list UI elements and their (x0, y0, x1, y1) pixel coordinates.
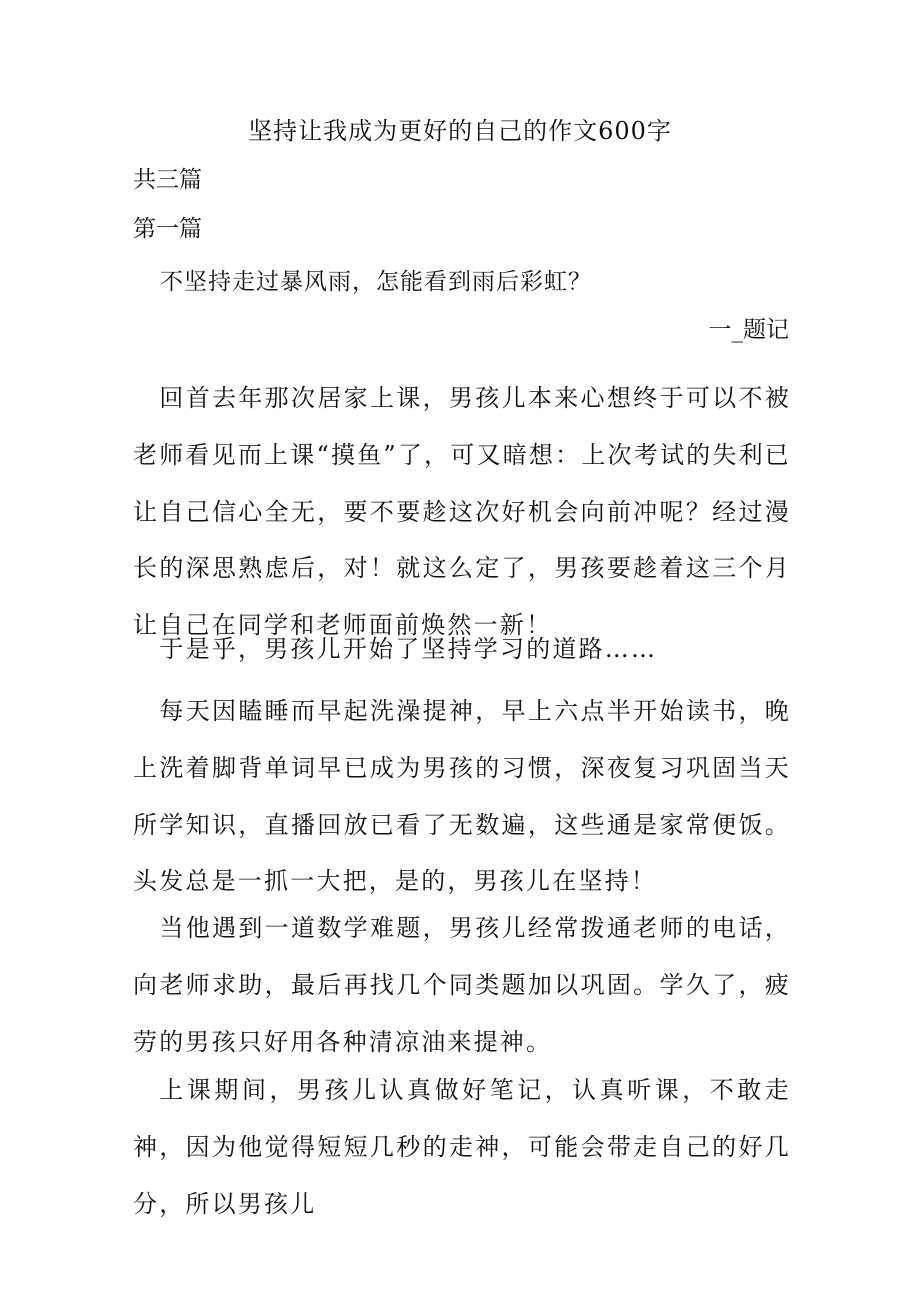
paragraph: 于是乎，男孩儿开始了坚持学习的道路…… (159, 635, 658, 663)
epigraph-attribution: 一_题记 (708, 317, 789, 343)
paragraph: 当他遇到一道数学难题，男孩儿经常拨通老师的电话，向老师求助，最后再找几个同类题加以巩固。学久了，疲劳的男孩只好用各种清凉油来提神。 (133, 914, 791, 1056)
paragraph: 每天因瞌睡而早起洗澡提神，早上六点半开始读书，晚上洗着脚背单词早已成为男孩的习惯，深夜复习巩固当天所学知识，直播回放已看了无数遍，这些通是家常便饭。头发总是一抓一大把，是的，男孩儿在坚持！ (133, 697, 791, 896)
collection-note: 共三篇 (133, 167, 202, 193)
paragraph: 上课期间，男孩儿认真做好笔记，认真听课，不敢走神，因为他觉得短短几秒的走神，可能会带走自己的好几分，所以男孩儿 (133, 1076, 791, 1218)
paragraph: 回首去年那次居家上课，男孩儿本来心想终于可以不被老师看见而上课“摸鱼”了，可又暗想：上次考试的失利已让自己信心全无，要不要趁这次好机会向前冲呢？经过漫长的深思熟虑后，对！就这么定了，男孩要趁着这三个月让自己在同学和老师面前焕然一新！ (133, 384, 791, 640)
epigraph: 不坚持走过暴风雨，怎能看到雨后彩虹？ (160, 269, 592, 295)
section-heading: 第一篇 (133, 216, 202, 242)
document-title: 坚持让我成为更好的自己的作文600字 (248, 117, 672, 145)
